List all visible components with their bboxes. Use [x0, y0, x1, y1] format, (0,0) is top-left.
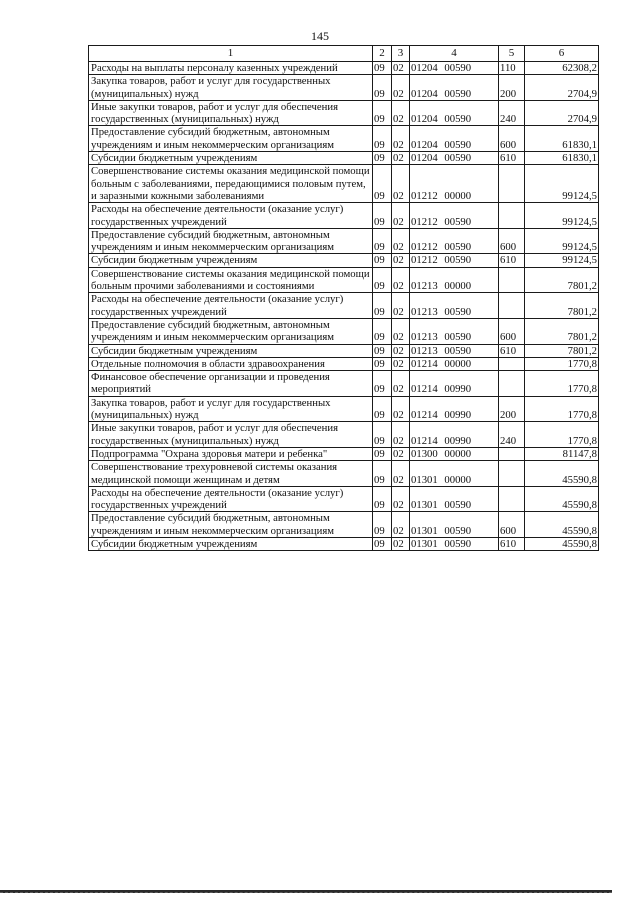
row-name: Предоставление субсидий бюджетным, автономным учреждениям и иным некоммерческим организациям — [89, 512, 373, 538]
header-col-name: 1 — [89, 46, 373, 62]
row-target-article-code: 01214 00990 — [410, 371, 499, 397]
table-row — [89, 537, 599, 550]
row-expense-type-code — [499, 165, 525, 203]
row-subsection-code: 02 — [392, 267, 410, 293]
row-target-article-code: 01214 00000 — [410, 357, 499, 370]
row-expense-type-code: 610 — [499, 537, 525, 550]
row-expense-type-code — [499, 203, 525, 229]
row-amount: 45590,8 — [525, 512, 599, 538]
row-subsection-code: 02 — [392, 318, 410, 344]
row-subsection-code: 02 — [392, 165, 410, 203]
table-row — [89, 371, 599, 397]
row-amount: 99124,5 — [525, 228, 599, 254]
row-subsection-code: 02 — [392, 357, 410, 370]
row-target-article-code: 01204 00590 — [410, 152, 499, 165]
row-name: Расходы на обеспечение деятельности (оказание услуг) государственных учреждений — [89, 293, 373, 319]
row-name: Совершенствование системы оказания медицинской помощи больным прочими заболеваниями и состояниями — [89, 267, 373, 293]
row-name: Иные закупки товаров, работ и услуг для обеспечения государственных (муниципальных) нужд — [89, 100, 373, 126]
row-amount: 7801,2 — [525, 318, 599, 344]
row-name: Подпрограмма "Охрана здоровья матери и ребенка" — [89, 447, 373, 460]
row-section-code: 09 — [373, 293, 392, 319]
row-subsection-code: 02 — [392, 344, 410, 357]
row-name: Субсидии бюджетным учреждениям — [89, 152, 373, 165]
row-amount: 62308,2 — [525, 62, 599, 75]
row-subsection-code: 02 — [392, 152, 410, 165]
table-row — [89, 62, 599, 75]
row-subsection-code: 02 — [392, 461, 410, 487]
row-section-code: 09 — [373, 447, 392, 460]
table-row — [89, 486, 599, 512]
row-expense-type-code: 600 — [499, 512, 525, 538]
row-target-article-code: 01301 00590 — [410, 512, 499, 538]
row-amount: 7801,2 — [525, 344, 599, 357]
row-expense-type-code: 610 — [499, 152, 525, 165]
row-subsection-code: 02 — [392, 396, 410, 422]
row-target-article-code: 01204 00590 — [410, 100, 499, 126]
row-amount: 99124,5 — [525, 254, 599, 267]
row-subsection-code: 02 — [392, 100, 410, 126]
row-subsection-code: 02 — [392, 126, 410, 152]
row-expense-type-code: 200 — [499, 396, 525, 422]
row-expense-type-code — [499, 357, 525, 370]
header-col-sum: 6 — [525, 46, 599, 62]
row-subsection-code: 02 — [392, 422, 410, 448]
row-target-article-code: 01213 00590 — [410, 318, 499, 344]
row-section-code: 09 — [373, 165, 392, 203]
row-expense-type-code: 200 — [499, 75, 525, 101]
row-name: Субсидии бюджетным учреждениям — [89, 344, 373, 357]
row-section-code: 09 — [373, 461, 392, 487]
row-name: Иные закупки товаров, работ и услуг для обеспечения государственных (муниципальных) нужд — [89, 422, 373, 448]
row-subsection-code: 02 — [392, 486, 410, 512]
row-subsection-code: 02 — [392, 75, 410, 101]
row-subsection-code: 02 — [392, 537, 410, 550]
row-section-code: 09 — [373, 267, 392, 293]
row-subsection-code: 02 — [392, 512, 410, 538]
row-amount: 45590,8 — [525, 486, 599, 512]
row-expense-type-code: 240 — [499, 100, 525, 126]
row-expense-type-code — [499, 267, 525, 293]
row-target-article-code: 01301 00000 — [410, 461, 499, 487]
row-amount: 99124,5 — [525, 203, 599, 229]
row-target-article-code: 01213 00590 — [410, 344, 499, 357]
row-name: Расходы на выплаты персоналу казенных учреждений — [89, 62, 373, 75]
table-row — [89, 254, 599, 267]
row-section-code: 09 — [373, 228, 392, 254]
row-target-article-code: 01212 00000 — [410, 165, 499, 203]
row-amount: 45590,8 — [525, 461, 599, 487]
header-row — [89, 46, 599, 62]
row-target-article-code: 01204 00590 — [410, 75, 499, 101]
row-target-article-code: 01214 00990 — [410, 422, 499, 448]
row-name: Расходы на обеспечение деятельности (оказание услуг) государственных учреждений — [89, 486, 373, 512]
row-name: Совершенствование системы оказания медицинской помощи больным с заболеваниями, передающимися половым путем, и заразными кожными заболеваниями — [89, 165, 373, 203]
row-name: Субсидии бюджетным учреждениям — [89, 537, 373, 550]
table-row — [89, 100, 599, 126]
row-section-code: 09 — [373, 62, 392, 75]
row-subsection-code: 02 — [392, 371, 410, 397]
row-section-code: 09 — [373, 396, 392, 422]
page-number: 145 — [311, 29, 329, 43]
table-row — [89, 396, 599, 422]
row-name: Финансовое обеспечение организации и проведения мероприятий — [89, 371, 373, 397]
row-target-article-code: 01212 00590 — [410, 228, 499, 254]
row-section-code: 09 — [373, 318, 392, 344]
row-name: Совершенствование трехуровневой системы оказания медицинской помощи женщинам и детям — [89, 461, 373, 487]
row-expense-type-code: 110 — [499, 62, 525, 75]
row-amount: 81147,8 — [525, 447, 599, 460]
table-row — [89, 165, 599, 203]
table-row — [89, 228, 599, 254]
header-col-vr: 5 — [499, 46, 525, 62]
row-target-article-code: 01204 00590 — [410, 62, 499, 75]
bottom-scan-rule — [0, 890, 612, 893]
table-row — [89, 152, 599, 165]
row-amount: 1770,8 — [525, 371, 599, 397]
row-expense-type-code: 600 — [499, 228, 525, 254]
row-subsection-code: 02 — [392, 254, 410, 267]
row-name: Предоставление субсидий бюджетным, автономным учреждениям и иным некоммерческим организациям — [89, 228, 373, 254]
row-section-code: 09 — [373, 371, 392, 397]
row-amount: 2704,9 — [525, 75, 599, 101]
row-expense-type-code — [499, 371, 525, 397]
row-target-article-code: 01214 00990 — [410, 396, 499, 422]
row-amount: 61830,1 — [525, 152, 599, 165]
row-amount: 61830,1 — [525, 126, 599, 152]
row-expense-type-code: 600 — [499, 126, 525, 152]
row-name: Предоставление субсидий бюджетным, автономным учреждениям и иным некоммерческим организациям — [89, 126, 373, 152]
row-name: Расходы на обеспечение деятельности (оказание услуг) государственных учреждений — [89, 203, 373, 229]
row-section-code: 09 — [373, 254, 392, 267]
row-name: Субсидии бюджетным учреждениям — [89, 254, 373, 267]
row-section-code: 09 — [373, 126, 392, 152]
table-row — [89, 461, 599, 487]
row-target-article-code: 01204 00590 — [410, 126, 499, 152]
row-subsection-code: 02 — [392, 447, 410, 460]
row-target-article-code: 01212 00590 — [410, 254, 499, 267]
row-name: Закупка товаров, работ и услуг для государственных (муниципальных) нужд — [89, 75, 373, 101]
row-amount: 7801,2 — [525, 293, 599, 319]
row-expense-type-code — [499, 447, 525, 460]
header-col-pr: 3 — [392, 46, 410, 62]
row-amount: 7801,2 — [525, 267, 599, 293]
row-name: Закупка товаров, работ и услуг для государственных (муниципальных) нужд — [89, 396, 373, 422]
row-section-code: 09 — [373, 75, 392, 101]
row-amount: 1770,8 — [525, 396, 599, 422]
row-expense-type-code — [499, 293, 525, 319]
row-target-article-code: 01213 00590 — [410, 293, 499, 319]
row-target-article-code: 01300 00000 — [410, 447, 499, 460]
row-section-code: 09 — [373, 537, 392, 550]
row-amount: 1770,8 — [525, 357, 599, 370]
table-row — [89, 203, 599, 229]
row-name: Предоставление субсидий бюджетным, автономным учреждениям и иным некоммерческим организациям — [89, 318, 373, 344]
table-row — [89, 75, 599, 101]
row-target-article-code: 01301 00590 — [410, 486, 499, 512]
row-target-article-code: 01301 00590 — [410, 537, 499, 550]
row-expense-type-code: 600 — [499, 318, 525, 344]
row-expense-type-code — [499, 486, 525, 512]
row-subsection-code: 02 — [392, 228, 410, 254]
row-section-code: 09 — [373, 422, 392, 448]
row-subsection-code: 02 — [392, 203, 410, 229]
header-col-rz: 2 — [373, 46, 392, 62]
table-row — [89, 447, 599, 460]
row-amount: 45590,8 — [525, 537, 599, 550]
row-name: Отдельные полномочия в области здравоохранения — [89, 357, 373, 370]
row-expense-type-code — [499, 461, 525, 487]
table-row — [89, 512, 599, 538]
row-section-code: 09 — [373, 100, 392, 126]
table-row — [89, 344, 599, 357]
table-row — [89, 357, 599, 370]
table-row — [89, 293, 599, 319]
budget-table-body — [89, 46, 599, 551]
row-target-article-code: 01213 00000 — [410, 267, 499, 293]
row-section-code: 09 — [373, 344, 392, 357]
row-section-code: 09 — [373, 357, 392, 370]
table-row — [89, 267, 599, 293]
row-section-code: 09 — [373, 512, 392, 538]
row-subsection-code: 02 — [392, 62, 410, 75]
table-row — [89, 126, 599, 152]
row-section-code: 09 — [373, 486, 392, 512]
table-row — [89, 318, 599, 344]
row-amount: 2704,9 — [525, 100, 599, 126]
row-section-code: 09 — [373, 152, 392, 165]
table-row — [89, 422, 599, 448]
row-expense-type-code: 610 — [499, 344, 525, 357]
row-subsection-code: 02 — [392, 293, 410, 319]
row-expense-type-code: 240 — [499, 422, 525, 448]
row-target-article-code: 01212 00590 — [410, 203, 499, 229]
budget-table — [88, 45, 599, 551]
row-amount: 99124,5 — [525, 165, 599, 203]
row-section-code: 09 — [373, 203, 392, 229]
header-col-csr: 4 — [410, 46, 499, 62]
row-expense-type-code: 610 — [499, 254, 525, 267]
row-amount: 1770,8 — [525, 422, 599, 448]
